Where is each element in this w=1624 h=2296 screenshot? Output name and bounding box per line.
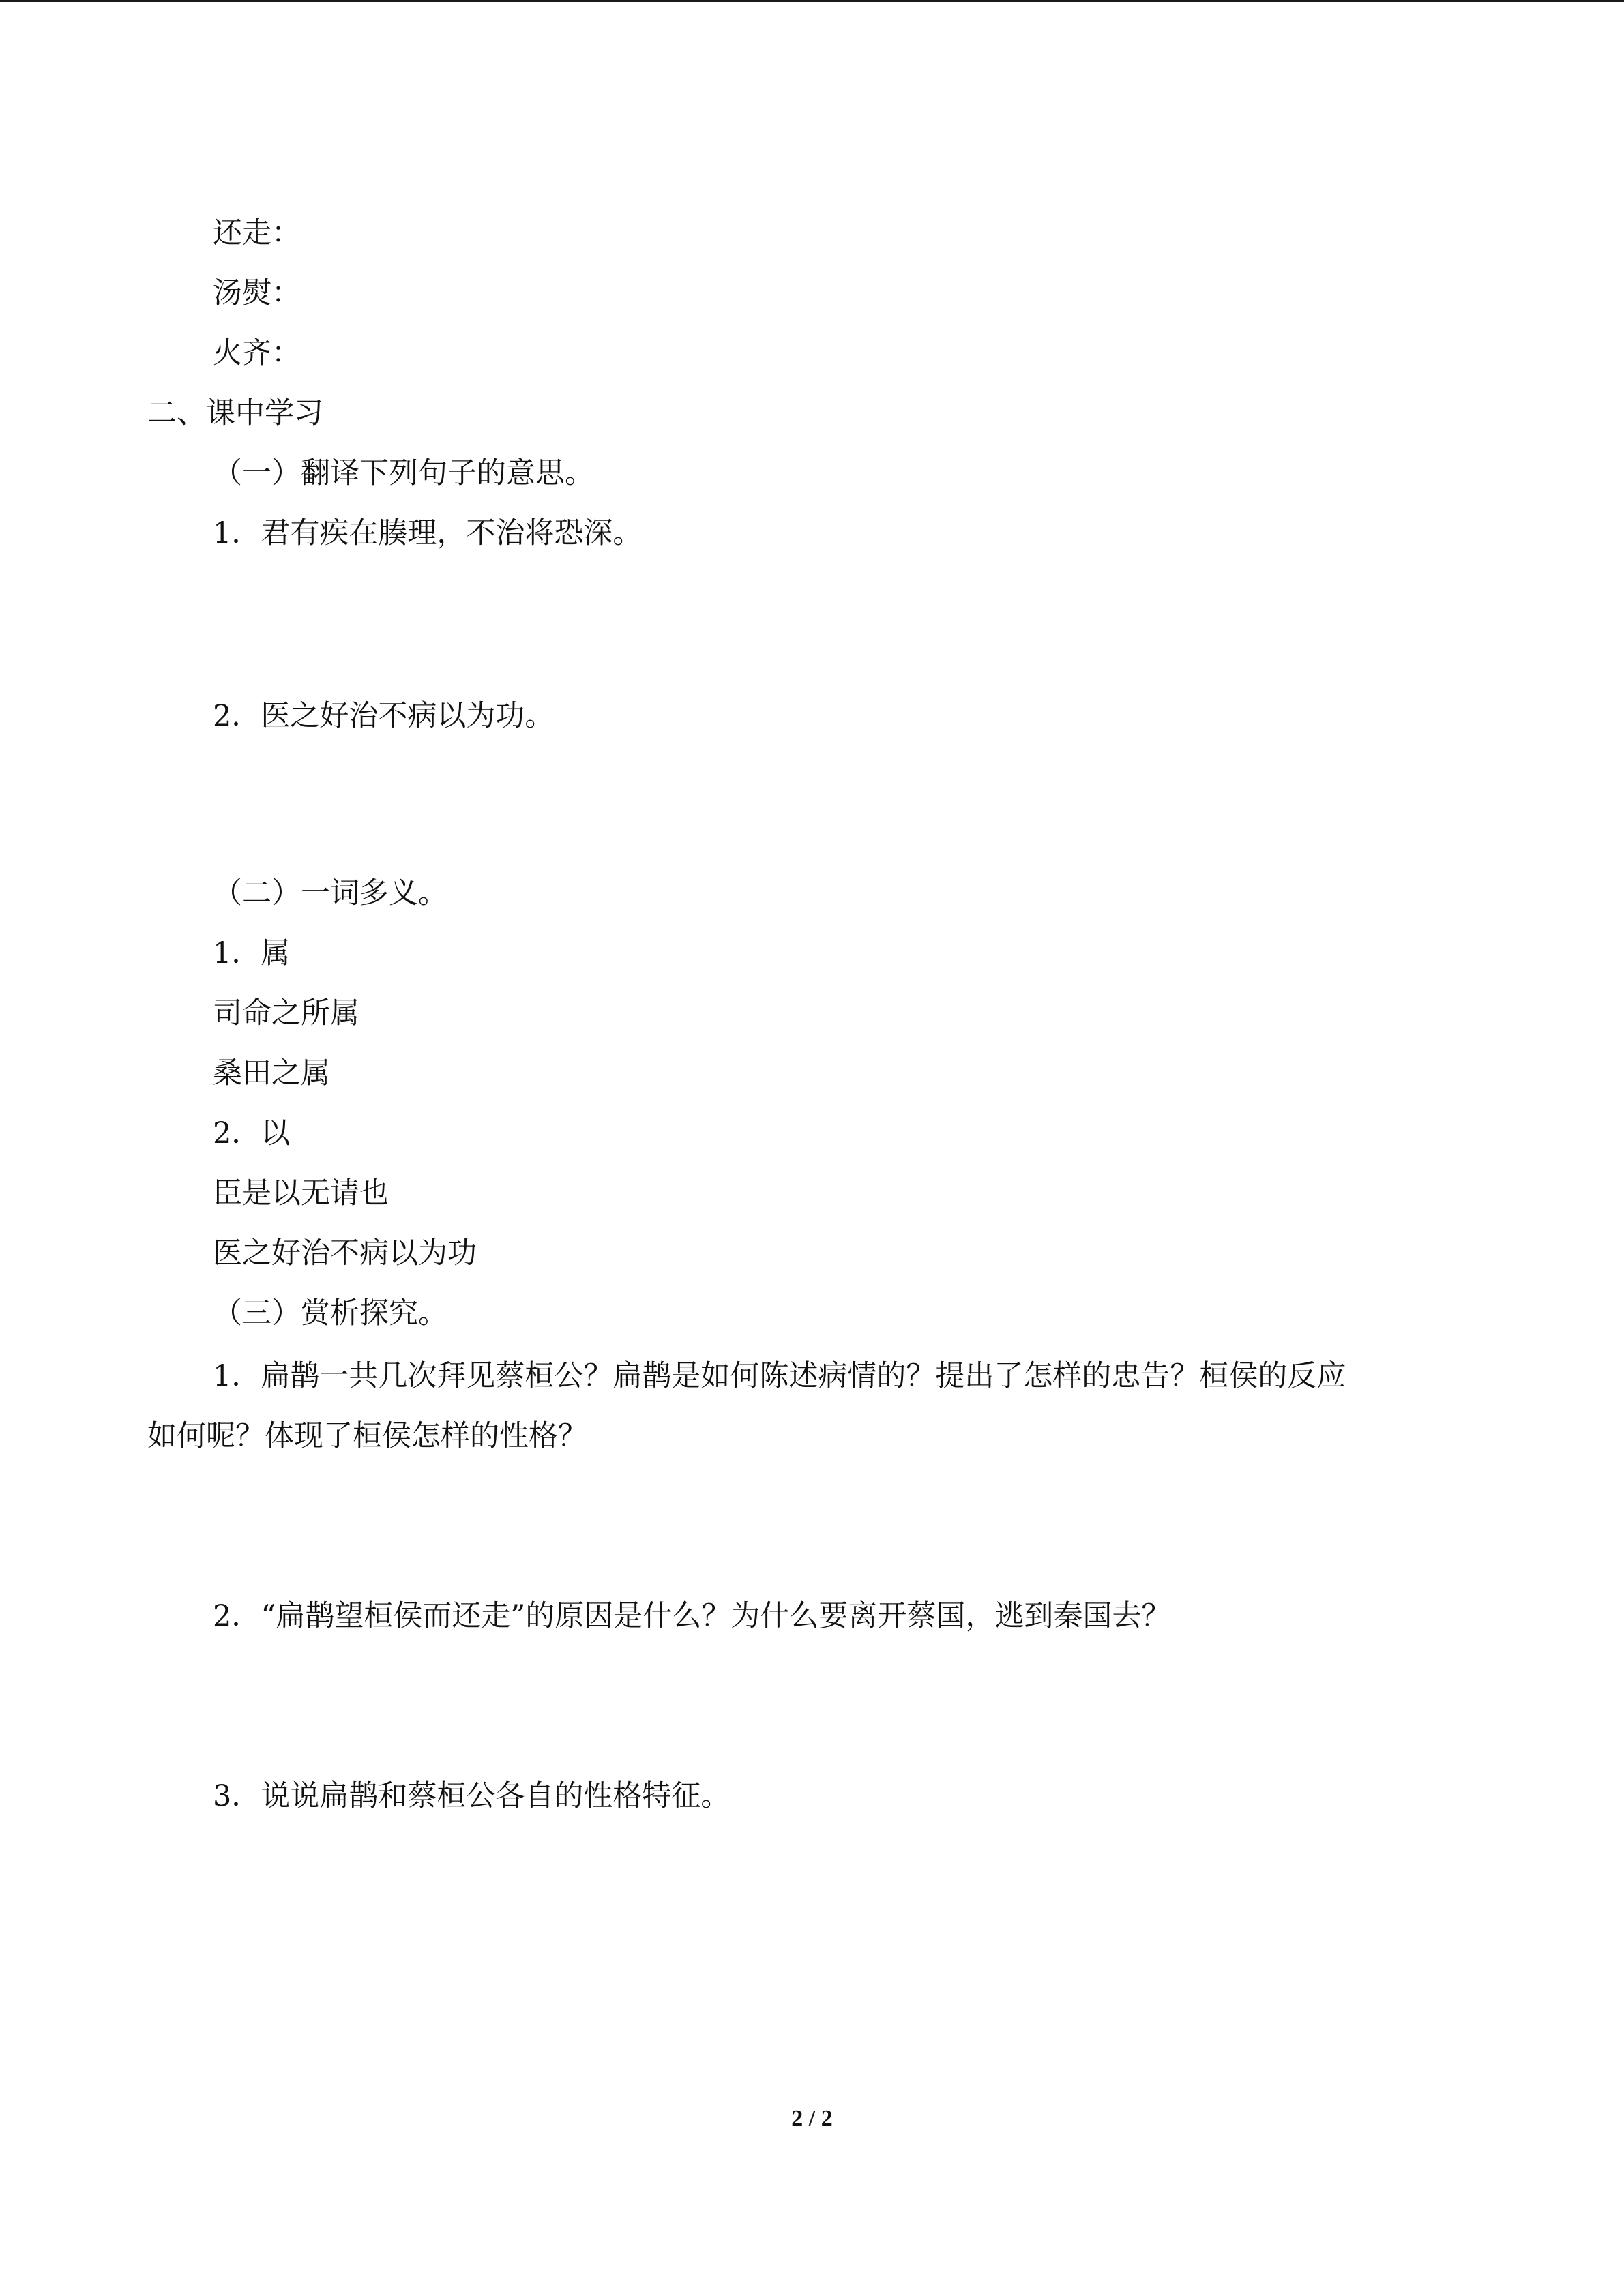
polysemy-example-1b: 桑田之属	[213, 1056, 330, 1090]
analysis-question-1-line-1: 1．扁鹊一共几次拜见蔡桓公？扁鹊是如何陈述病情的？提出了怎样的忠告？桓侯的反应	[213, 1359, 1346, 1393]
analysis-question-3: 3．说说扁鹊和蔡桓公各自的性格特征。	[213, 1779, 730, 1813]
subsection-heading-translate: （一）翻译下列句子的意思。	[213, 456, 594, 490]
polysemy-word-1: 1．属	[213, 936, 291, 970]
vocab-huoji: 火齐：	[213, 336, 301, 370]
vocab-huanzou: 还走：	[213, 216, 301, 250]
analysis-question-2: 2．“扁鹊望桓侯而还走”的原因是什么？为什么要离开蔡国，逃到秦国去？	[213, 1599, 1171, 1633]
page-number: 2 / 2	[791, 2106, 833, 2131]
vocab-tangwei: 汤熨：	[213, 276, 301, 310]
subsection-heading-polysemy: （二）一词多义。	[213, 876, 447, 910]
section-heading-in-class: 二、课中学习	[147, 396, 323, 430]
polysemy-example-2a: 臣是以无请也	[213, 1176, 389, 1210]
subsection-heading-analysis: （三）赏析探究。	[213, 1296, 447, 1330]
polysemy-word-2: 2．以	[213, 1116, 291, 1150]
translate-question-2: 2．医之好治不病以为功。	[213, 699, 555, 733]
translate-question-1: 1．君有疾在腠理，不治将恐深。	[213, 516, 643, 550]
polysemy-example-1a: 司命之所属	[213, 996, 359, 1030]
polysemy-example-2b: 医之好治不病以为功	[213, 1236, 477, 1270]
page-top-border	[0, 0, 1624, 2]
analysis-question-1-line-2: 如何呢？体现了桓侯怎样的性格？	[147, 1419, 587, 1453]
